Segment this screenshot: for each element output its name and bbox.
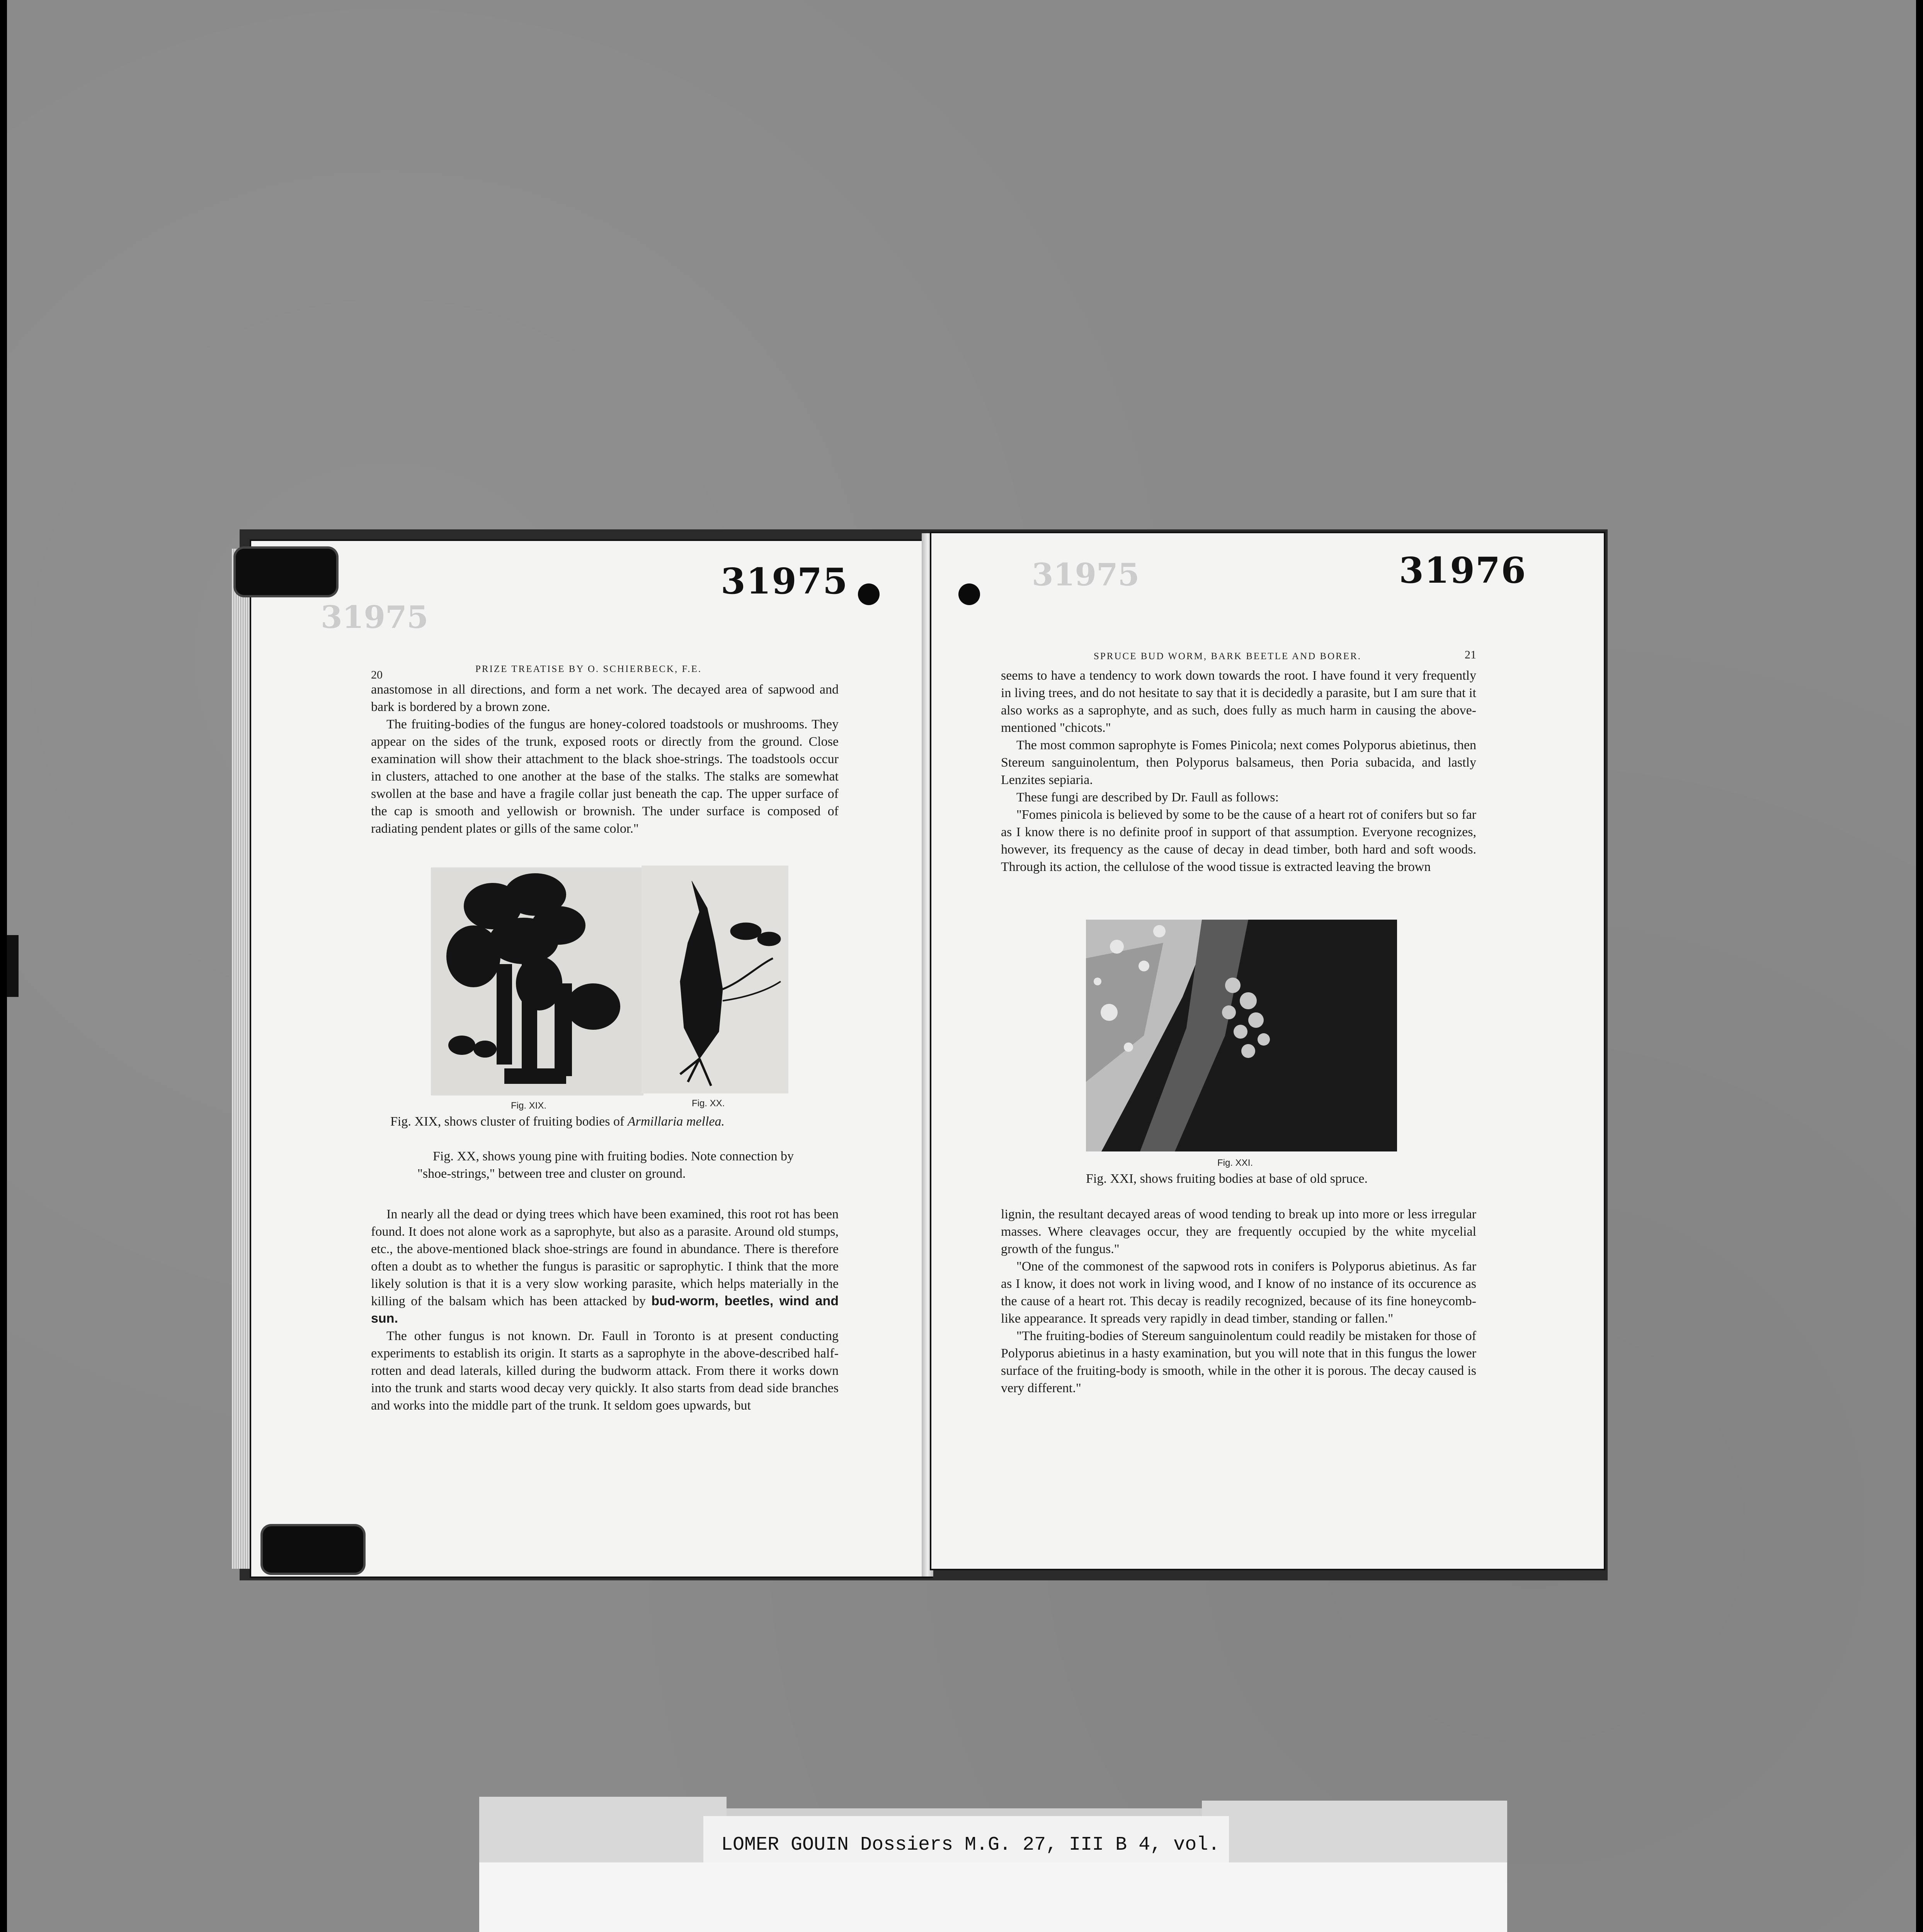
punch-hole	[958, 583, 980, 605]
paragraph: The most common saprophyte is Fomes Pinicola; next comes Polyporus abietinus, then Stereum sanguinolentum, then Polyporus balsameus, then Poria subacida, and lastly Lenzites sepiaria.	[1001, 738, 1476, 787]
paragraph: "One of the commonest of the sapwood rots in conifers is Polyporus abietinus. As far as I know, it does not work in living wood, and I know of no instance of its occurence as the cause of a heart rot. This decay is readily recognized, because of its fine honeycomb-like appearance. It spreads very rapidly in dead timber, standing or fallen."	[1001, 1259, 1476, 1326]
bold-emphasis: bud-worm, beetles, wind and sun.	[371, 1294, 839, 1326]
paragraph: lignin, the resultant decayed areas of wood tending to break up into more or less irregular masses. Where cleavages occur, they are frequently occupied by the white mycelial growth of the fungus."	[1001, 1207, 1476, 1256]
fig20-label: Fig. XX.	[692, 1098, 725, 1109]
film-edge-mark	[7, 935, 19, 997]
paragraph: The fruiting-bodies of the fungus are honey-colored toadstools or mushrooms. They appear on the sides of the trunk, exposed roots or directly from the ground. Close examination will show their attachment to the black shoe-strings. The toadstools occur in clusters, attached to one another at the base of the stalks. The stalks are somewhat swollen at the base and have a fragile collar just beneath the cap. The upper surface of the cap is smooth and yellowish or brownish. The under surface is composed of radiating pendent plates or gills of the same color."	[371, 717, 839, 836]
page-stamp-number: 31975	[721, 560, 849, 602]
ghost-stamp-right: 31975	[1032, 556, 1140, 593]
paragraph: These fungi are described by Dr. Faull as follows:	[1016, 790, 1279, 804]
paragraph: The other fungus is not known. Dr. Faull in Toronto is at present conducting experiments to establish its origin. It starts as a saprophyte in the above-described half-rotten and dead laterals, killed during the budworm attack. From there it works down into the trunk and starts wood decay very quickly. It also starts from dead side branches and works into the middle part of the trunk. It seldom goes upwards, but	[371, 1329, 839, 1413]
species-name: Armillaria mellea.	[627, 1114, 725, 1129]
paragraph	[371, 1206, 839, 1327]
left-page	[251, 541, 931, 1577]
ghost-stamp-left: 31975	[321, 599, 429, 635]
archive-card	[479, 1862, 1507, 1932]
text-block-top	[1001, 667, 1476, 876]
running-head: PRIZE TREATISE BY O. SCHIERBECK, F.E.	[475, 664, 702, 674]
fig19-desc-text: Fig. XIX, shows cluster of fruiting bodies of	[390, 1114, 628, 1129]
binder-clip-bottom	[263, 1526, 363, 1573]
paragraph: "The fruiting-bodies of Stereum sanguinolentum could readily be mistaken for those of Polyporus abietinus in a hasty examination, but you will note that in this fungus the lower surface of the fruiting-body is smooth, while in the other it is porous. The decay caused is very different."	[1001, 1329, 1476, 1395]
right-page	[931, 533, 1604, 1569]
text-block-top	[371, 681, 839, 837]
page-stamp-number: 31976	[1399, 549, 1527, 591]
fig19-photo	[431, 867, 643, 1095]
paragraph: seems to have a tendency to work down towards the root. I have found it very frequently in living trees, and do not hesitate to say that it is decidedly a parasite, but I am sure that it also works as a saprophyte, and as such, does fully as much harm in causing the above-mentioned "chicots."	[1001, 668, 1476, 735]
text-block-bottom	[371, 1206, 839, 1414]
fig19-description	[390, 1113, 823, 1130]
fig19-label: Fig. XIX.	[511, 1100, 547, 1111]
fig21-description: Fig. XXI, shows fruiting bodies at base of old spruce.	[1086, 1172, 1368, 1186]
fig21-label: Fig. XXI.	[1217, 1158, 1253, 1168]
page-number: 21	[1465, 648, 1476, 661]
paragraph: anastomose in all directions, and form a net work. The decayed area of sapwood and bark is bordered by a brown zone.	[371, 682, 839, 714]
fig21-photo	[1086, 920, 1397, 1151]
archive-reference-label: LOMER GOUIN Dossiers M.G. 27, III B 4, vol.	[703, 1816, 1229, 1874]
paragraph: "Fomes pinicola is believed by some to be the cause of a heart rot of conifers but so far as I know there is no definite proof in support of that assumption. Everyone recognizes, however, its frequency as the cause of decay in dead timber, both hard and soft woods. Through its action, the cellulose of the wood tissue is extracted leaving the brown	[1001, 808, 1476, 874]
fig20-photo	[642, 866, 788, 1094]
running-head: SPRUCE BUD WORM, BARK BEETLE AND BORER.	[1094, 651, 1361, 662]
punch-hole	[858, 583, 880, 605]
paragraph-text: In nearly all the dead or dying trees which have been examined, this root rot has been found. It does not alone work as a saprophyte, but also as a parasite. Around old stumps, etc., the above-mentioned black shoe-strings are found in abundance. There is therefore often a doubt as to whether the fungus is parasitic or saprophytic. I think that the more likely solution is that it is a very slow working parasite, which helps materially in the killing of the balsam which has been attacked by	[371, 1207, 839, 1308]
text-block-bottom	[1001, 1206, 1476, 1397]
fig20-description: Fig. XX, shows young pine with fruiting bodies. Note connection by "shoe-strings," between tree and cluster on ground.	[417, 1149, 794, 1181]
binder-clip-top	[236, 549, 336, 595]
page-number: 20	[371, 668, 383, 681]
